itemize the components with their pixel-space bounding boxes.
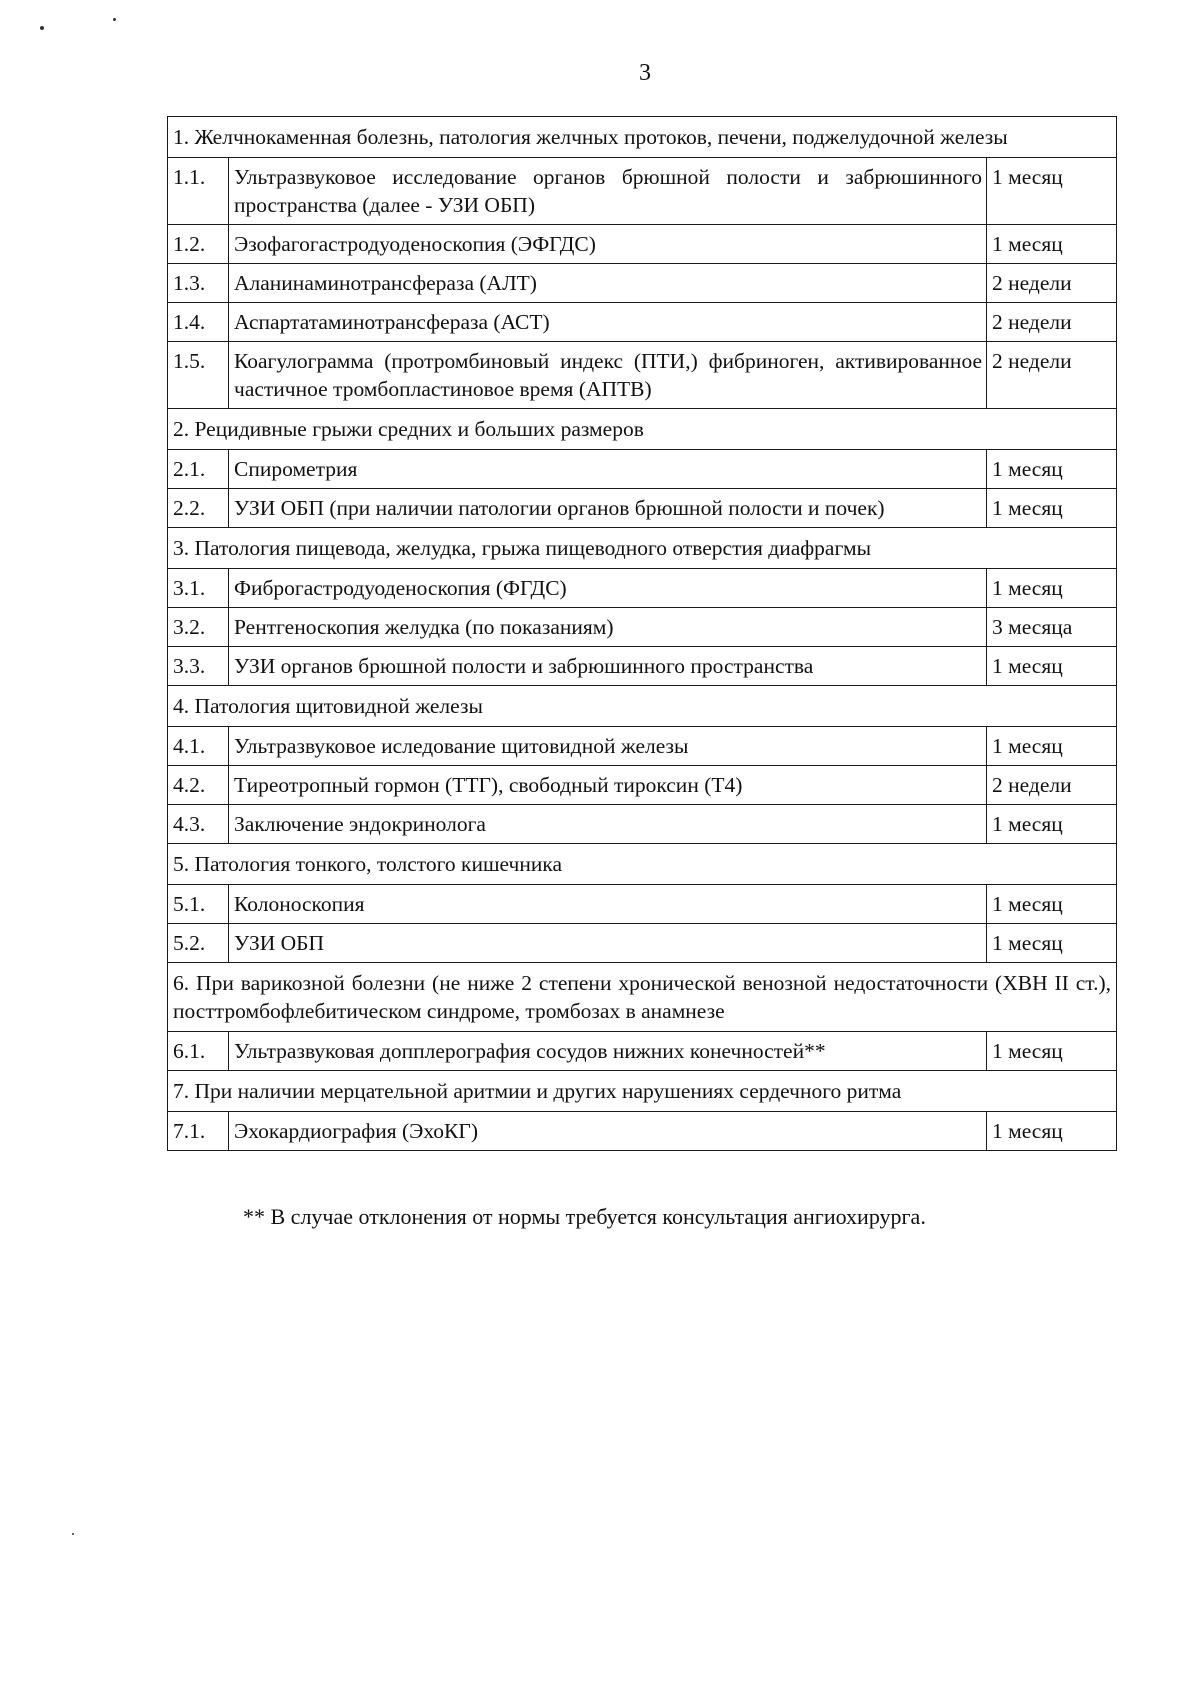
item-name: Рентгеноскопия желудка (по показаниям): [229, 608, 987, 647]
item-name: Фиброгастродуоденоскопия (ФГДС): [229, 569, 987, 608]
table-row: [168, 608, 1117, 647]
section-title: 5. Патология тонкого, толстого кишечника: [168, 844, 1117, 885]
footnote: ** В случае отклонения от нормы требуется консультация ангиохирурга.: [243, 1204, 926, 1229]
table-row: [168, 225, 1117, 264]
item-term: 2 недели: [987, 342, 1117, 409]
item-name: Ультразвуковая допплерография сосудов нижних конечностей**: [229, 1032, 987, 1071]
item-number: 4.3.: [168, 805, 229, 844]
item-number: 4.2.: [168, 766, 229, 805]
item-name: Заключение эндокринолога: [229, 805, 987, 844]
scan-speck: [40, 26, 44, 30]
section-title: 2. Рецидивные грыжи средних и больших размеров: [168, 409, 1117, 450]
item-name: Спирометрия: [229, 450, 987, 489]
item-term: 3 месяца: [987, 608, 1117, 647]
section-header-row: [168, 117, 1117, 158]
section-title: 4. Патология щитовидной железы: [168, 686, 1117, 727]
item-number: 1.3.: [168, 264, 229, 303]
item-name: Эзофагогастродуоденоскопия (ЭФГДС): [229, 225, 987, 264]
item-number: 5.1.: [168, 885, 229, 924]
item-name: Аспартатаминотрансфераза (АСТ): [229, 303, 987, 342]
table-row: [168, 569, 1117, 608]
table-row: [168, 303, 1117, 342]
item-term: 2 недели: [987, 303, 1117, 342]
section-title: 6. При варикозной болезни (не ниже 2 степени хронической венозной недостаточности (ХВН II ст.), посттромбофлебитическом синдроме, тромбозах в анамнезе: [168, 963, 1117, 1032]
item-number: 3.3.: [168, 647, 229, 686]
table-row: [168, 924, 1117, 963]
item-number: 1.5.: [168, 342, 229, 409]
item-term: 1 месяц: [987, 1032, 1117, 1071]
item-name: Коагулограмма (протромбиновый индекс (ПТИ,) фибриноген, активированное частичное тромбопластиновое время (АПТВ): [229, 342, 987, 409]
section-header-row: [168, 409, 1117, 450]
table-row: [168, 264, 1117, 303]
item-term: 1 месяц: [987, 450, 1117, 489]
section-title: 3. Патология пищевода, желудка, грыжа пищеводного отверстия диафрагмы: [168, 528, 1117, 569]
scan-speck: [72, 1533, 74, 1535]
scan-speck: [113, 18, 116, 21]
table-row: [168, 489, 1117, 528]
item-number: 1.4.: [168, 303, 229, 342]
page-number: 3: [639, 60, 651, 86]
item-number: 1.2.: [168, 225, 229, 264]
section-title: 1. Желчнокаменная болезнь, патология желчных протоков, печени, поджелудочной железы: [168, 117, 1117, 158]
item-number: 1.1.: [168, 158, 229, 225]
item-number: 7.1.: [168, 1112, 229, 1151]
section-header-row: [168, 963, 1117, 1032]
section-header-row: [168, 528, 1117, 569]
table-row: [168, 158, 1117, 225]
item-number: 4.1.: [168, 727, 229, 766]
item-term: 1 месяц: [987, 885, 1117, 924]
item-number: 6.1.: [168, 1032, 229, 1071]
item-term: 1 месяц: [987, 647, 1117, 686]
table-row: [168, 885, 1117, 924]
table-row: [168, 342, 1117, 409]
table-row: [168, 1112, 1117, 1151]
item-term: 1 месяц: [987, 924, 1117, 963]
section-header-row: [168, 844, 1117, 885]
table-row: [168, 727, 1117, 766]
item-number: 2.2.: [168, 489, 229, 528]
item-name: Аланинаминотрансфераза (АЛТ): [229, 264, 987, 303]
item-name: УЗИ органов брюшной полости и забрюшинного пространства: [229, 647, 987, 686]
item-term: 1 месяц: [987, 727, 1117, 766]
item-name: Ультразвуковое исследование органов брюшной полости и забрюшинного пространства (далее - УЗИ ОБП): [229, 158, 987, 225]
item-term: 1 месяц: [987, 225, 1117, 264]
section-title: 7. При наличии мерцательной аритмии и других нарушениях сердечного ритма: [168, 1071, 1117, 1112]
table-row: [168, 1032, 1117, 1071]
item-term: 1 месяц: [987, 805, 1117, 844]
item-number: 5.2.: [168, 924, 229, 963]
item-number: 3.1.: [168, 569, 229, 608]
item-name: Эхокардиография (ЭхоКГ): [229, 1112, 987, 1151]
section-header-row: [168, 1071, 1117, 1112]
item-name: УЗИ ОБП: [229, 924, 987, 963]
table-row: [168, 647, 1117, 686]
item-name: Ультразвуковое иследование щитовидной железы: [229, 727, 987, 766]
item-term: 1 месяц: [987, 569, 1117, 608]
item-name: Колоноскопия: [229, 885, 987, 924]
item-name: УЗИ ОБП (при наличии патологии органов брюшной полости и почек): [229, 489, 987, 528]
table-row: [168, 805, 1117, 844]
item-name: Тиреотропный гормон (ТТГ), свободный тироксин (Т4): [229, 766, 987, 805]
table-row: [168, 450, 1117, 489]
item-number: 2.1.: [168, 450, 229, 489]
item-term: 1 месяц: [987, 1112, 1117, 1151]
table-row: [168, 766, 1117, 805]
item-term: 1 месяц: [987, 489, 1117, 528]
requirements-table: [167, 116, 1117, 1151]
item-term: 1 месяц: [987, 158, 1117, 225]
section-header-row: [168, 686, 1117, 727]
item-term: 2 недели: [987, 766, 1117, 805]
item-term: 2 недели: [987, 264, 1117, 303]
item-number: 3.2.: [168, 608, 229, 647]
